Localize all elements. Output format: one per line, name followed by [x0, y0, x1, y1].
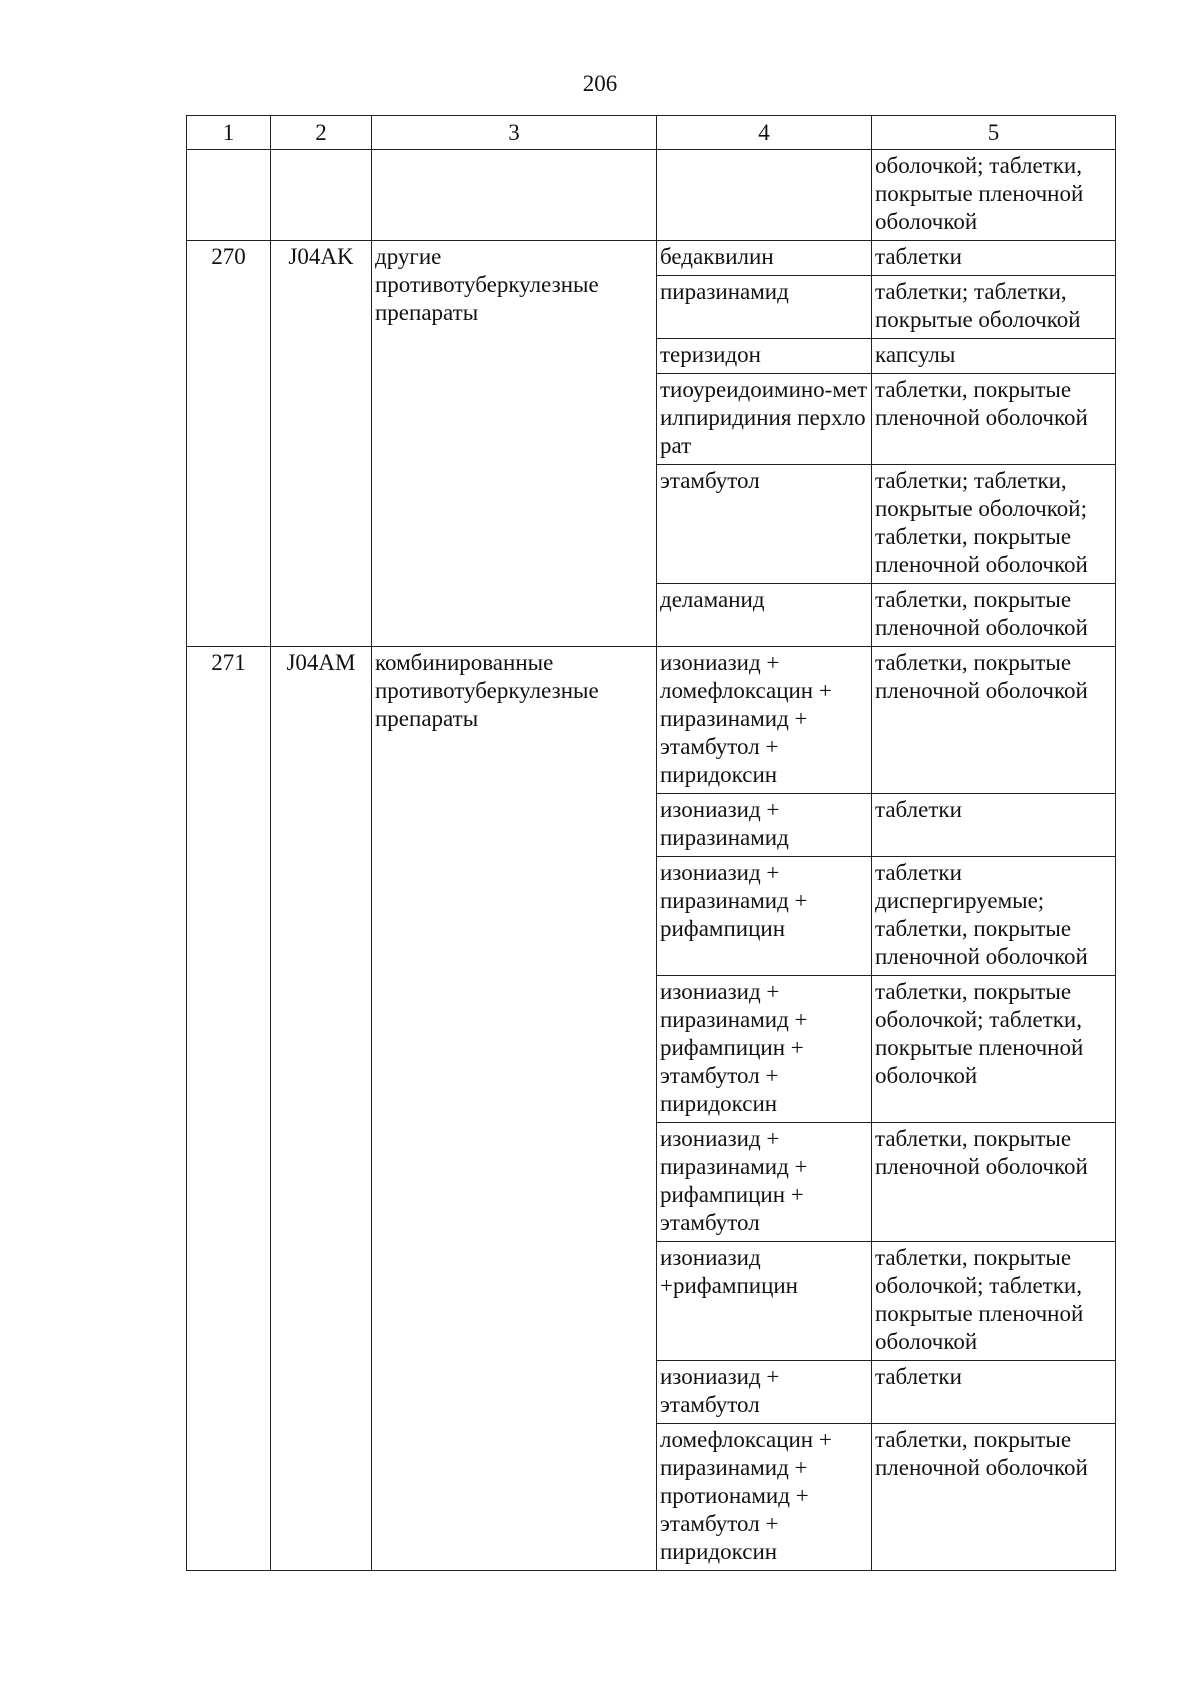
- dosage-form-cell: таблетки диспергируемые; таблетки, покрытые пленочной оболочкой: [872, 857, 1116, 976]
- dosage-form-cell: капсулы: [872, 339, 1116, 374]
- code-cell: J04AK: [271, 241, 372, 647]
- drug-name-cell: изониазид + пиразинамид + рифампицин + этамбутол + пиридоксин: [657, 976, 872, 1123]
- code-cell: J04AM: [271, 647, 372, 1571]
- drug-name-cell: изониазид + пиразинамид: [657, 794, 872, 857]
- dosage-form-cell: таблетки: [872, 1361, 1116, 1424]
- table-row: [187, 241, 1116, 276]
- drug-name-cell: изониазид + этамбутол: [657, 1361, 872, 1424]
- dosage-form-cell: таблетки, покрытые пленочной оболочкой: [872, 584, 1116, 647]
- dosage-form-cell: таблетки: [872, 794, 1116, 857]
- drug-table: [186, 115, 1116, 1571]
- drug-name-cell: пиразинамид: [657, 276, 872, 339]
- drug-name-cell: изониазид + ломефлоксацин + пиразинамид + этамбутол + пиридоксин: [657, 647, 872, 794]
- header-row: [187, 116, 1116, 150]
- column-header: 5: [872, 116, 1116, 150]
- dosage-form-cell: таблетки, покрытые пленочной оболочкой: [872, 1123, 1116, 1242]
- column-header: 4: [657, 116, 872, 150]
- drug-name-cell: деламанид: [657, 584, 872, 647]
- column-header: 2: [271, 116, 372, 150]
- dosage-form-cell: таблетки, покрытые оболочкой; таблетки, покрытые пленочной оболочкой: [872, 1242, 1116, 1361]
- column-header: 1: [187, 116, 271, 150]
- dosage-form-cell: таблетки; таблетки, покрытые оболочкой: [872, 276, 1116, 339]
- column-header: 3: [372, 116, 657, 150]
- group-name-cell: [372, 150, 657, 241]
- dosage-form-cell: таблетки; таблетки, покрытые оболочкой; таблетки, покрытые пленочной оболочкой: [872, 465, 1116, 584]
- num-cell: 270: [187, 241, 271, 647]
- page-number: 206: [582, 71, 618, 96]
- table-row: [187, 647, 1116, 794]
- dosage-form-cell: таблетки, покрытые оболочкой; таблетки, покрытые пленочной оболочкой: [872, 976, 1116, 1123]
- drug-name-cell: изониазид + пиразинамид + рифампицин + этамбутол: [657, 1123, 872, 1242]
- drug-name-cell: изониазид +рифампицин: [657, 1242, 872, 1361]
- drug-name-cell: этамбутол: [657, 465, 872, 584]
- drug-name-cell: бедаквилин: [657, 241, 872, 276]
- dosage-form-cell: таблетки, покрытые пленочной оболочкой: [872, 374, 1116, 465]
- drug-name-cell: ломефлоксацин + пиразинамид + протионамид + этамбутол + пиридоксин: [657, 1424, 872, 1571]
- num-cell: [187, 150, 271, 241]
- dosage-form-cell: таблетки: [872, 241, 1116, 276]
- num-cell: 271: [187, 647, 271, 1571]
- group-name-cell: комбинированные противотуберкулезные препараты: [372, 647, 657, 1571]
- code-cell: [271, 150, 372, 241]
- drug-name-cell: тиоуреидоимино-метилпиридиния перхлорат: [657, 374, 872, 465]
- table-row: [187, 150, 1116, 241]
- dosage-form-cell: таблетки, покрытые пленочной оболочкой: [872, 1424, 1116, 1571]
- dosage-form-cell: таблетки, покрытые пленочной оболочкой: [872, 647, 1116, 794]
- drug-name-cell: теризидон: [657, 339, 872, 374]
- drug-name-cell: [657, 150, 872, 241]
- drug-name-cell: изониазид + пиразинамид + рифампицин: [657, 857, 872, 976]
- dosage-form-cell: оболочкой; таблетки, покрытые пленочной оболочкой: [872, 150, 1116, 241]
- group-name-cell: другие противотуберкулезные препараты: [372, 241, 657, 647]
